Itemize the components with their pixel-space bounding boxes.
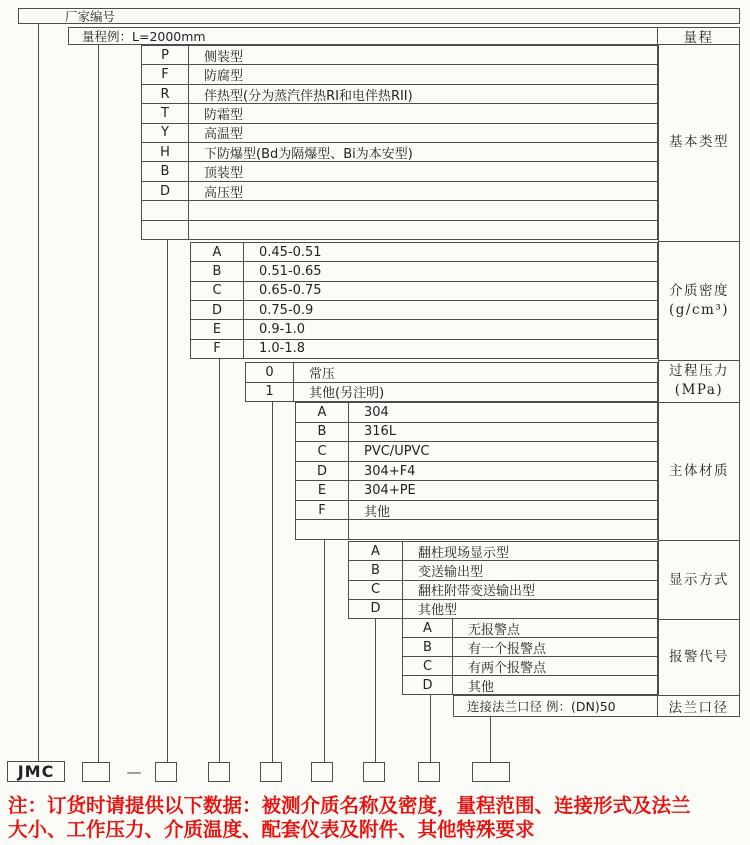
code-cell: P: [142, 46, 189, 64]
table-row: [403, 675, 657, 694]
desc-cell: 有一个报警点: [468, 641, 547, 656]
desc-cell: PVC/UPVC: [364, 443, 430, 459]
body-material-label: 主体材质: [659, 402, 739, 540]
code-cell: C: [349, 581, 403, 599]
display-mode-label: 显示方式: [659, 540, 739, 619]
model-prefix-box: JMC: [7, 761, 65, 782]
table-row: [296, 519, 657, 539]
code-cell: D: [403, 676, 453, 694]
connector-line-material: [324, 540, 325, 762]
code-cell: [296, 520, 349, 539]
desc-cell: 316L: [364, 424, 397, 440]
process-pressure-label: 过程压力 (MPa): [659, 360, 739, 403]
code-cell: 0: [246, 363, 294, 382]
code-box-alarm: [418, 762, 440, 782]
table-row: [246, 363, 657, 382]
code-cell: E: [296, 481, 349, 500]
connector-line-factory: [38, 24, 39, 762]
table-row: [349, 542, 657, 560]
desc-cell: 高温型: [204, 127, 244, 143]
desc-cell: 高压型: [204, 185, 244, 201]
flange-size-box: [453, 695, 740, 717]
table-row: [142, 123, 657, 142]
dash-separator: —: [126, 763, 142, 781]
desc-cell: 变送输出型: [418, 564, 484, 580]
desc-cell: 侧装型: [204, 49, 244, 65]
table-row: [296, 403, 657, 422]
code-cell: D: [349, 600, 403, 618]
desc-cell: 防腐型: [204, 69, 244, 84]
table-row: [142, 46, 657, 64]
code-box-flange: [472, 762, 510, 782]
code-cell: 1: [246, 383, 294, 402]
table-row: [142, 103, 657, 122]
desc-cell: 0.9-1.0: [259, 321, 306, 337]
table-row: [349, 560, 657, 579]
ordering-note-line2: 大小、工作压力、介质温度、配套仪表及附件、其他特殊要求: [8, 818, 535, 841]
alarm-code-table: [402, 618, 658, 695]
medium-density-table: [190, 242, 658, 359]
connector-line-flange: [490, 717, 491, 762]
code-box-pressure: [260, 762, 282, 782]
code-cell: C: [191, 282, 244, 300]
table-row: [191, 261, 657, 280]
ordering-note-line1: 注：订货时请提供以下数据：被测介质名称及密度，量程范围、连接形式及法兰: [8, 794, 691, 817]
desc-cell: 下防爆型(Bd为隔爆型、Bi为本安型): [204, 146, 413, 162]
desc-cell: [189, 221, 657, 239]
code-cell: A: [349, 542, 403, 560]
section-label-column: [658, 44, 740, 695]
ordering-note: [8, 794, 746, 842]
table-row: [142, 181, 657, 200]
desc-cell: 304+F4: [364, 463, 416, 479]
table-row: [349, 580, 657, 599]
desc-cell: 0.51-0.65: [259, 263, 322, 279]
table-row: [142, 220, 657, 239]
basic-type-label: 基本类型: [669, 133, 729, 150]
code-cell: [142, 221, 189, 239]
code-box-material: [311, 762, 333, 782]
range-box: [68, 27, 740, 45]
connector-line-alarm: [430, 695, 431, 762]
desc-cell: 其他: [364, 504, 391, 520]
connector-line-basic: [167, 240, 168, 762]
table-row: [296, 500, 657, 520]
code-cell: B: [403, 638, 453, 656]
code-cell: A: [191, 243, 244, 261]
code-box-range: [82, 762, 110, 782]
desc-cell: 0.45-0.51: [259, 244, 322, 260]
table-row: [296, 441, 657, 461]
table-row: [296, 480, 657, 500]
display-mode-table: [348, 541, 658, 619]
desc-cell: 其他型: [418, 603, 458, 618]
desc-cell: 防霜型: [204, 107, 244, 123]
table-row: [349, 599, 657, 618]
desc-cell: [189, 201, 657, 219]
code-cell: F: [142, 65, 189, 83]
desc-cell: 其他(另注明): [309, 386, 385, 401]
desc-cell: 0.75-0.9: [259, 302, 314, 318]
connector-line-display: [375, 619, 376, 762]
code-box-density: [208, 762, 230, 782]
table-row: [191, 300, 657, 319]
factory-number-label: 厂家编号: [65, 9, 116, 24]
desc-cell: 1.0-1.8: [259, 341, 306, 357]
code-cell: B: [191, 262, 244, 280]
connector-line-pressure: [272, 402, 273, 762]
desc-cell: 无报警点: [468, 622, 521, 637]
desc-cell: 翻柱附带变送输出型: [418, 584, 536, 599]
table-row: [191, 281, 657, 300]
flange-size-text: 连接法兰口径 例：(DN)50: [467, 699, 616, 714]
code-cell: F: [296, 501, 349, 520]
alarm-code-label: 报警代号: [659, 619, 739, 695]
body-material-table: [295, 402, 658, 540]
table-row: [296, 461, 657, 481]
table-row: [142, 84, 657, 103]
code-cell: R: [142, 85, 189, 103]
table-row: [296, 422, 657, 442]
flange-size-label: 法兰口径: [657, 696, 739, 716]
range-label: 量程: [657, 28, 739, 44]
code-cell: B: [349, 561, 403, 579]
medium-density-label: 介质密度 (g/cm³): [659, 241, 739, 360]
code-cell: C: [403, 657, 453, 675]
desc-cell: 翻柱现场显示型: [418, 545, 510, 561]
table-row: [403, 637, 657, 656]
table-row: [142, 64, 657, 83]
desc-cell: 伴热型(分为蒸汽伴热RI和电伴热RII): [204, 88, 413, 104]
desc-cell: 顶装型: [204, 166, 244, 181]
code-box-basic: [155, 762, 177, 782]
table-row: [403, 656, 657, 675]
basic-type-table: [141, 45, 658, 240]
table-row: [191, 339, 657, 358]
code-cell: [142, 201, 189, 219]
desc-cell: 常压: [309, 366, 336, 382]
connector-line-density: [219, 359, 220, 762]
code-cell: Y: [142, 124, 189, 142]
desc-cell: 304+PE: [364, 483, 416, 499]
code-cell: B: [142, 162, 189, 180]
table-row: [142, 142, 657, 161]
factory-number-box: [18, 8, 740, 24]
table-row: [403, 619, 657, 637]
table-row: [191, 319, 657, 338]
table-row: [142, 161, 657, 180]
code-cell: C: [296, 442, 349, 461]
table-row: [191, 243, 657, 261]
desc-cell: 其他: [468, 679, 495, 694]
desc-cell: 0.65-0.75: [259, 283, 322, 299]
code-cell: D: [142, 182, 189, 200]
code-box-display: [363, 762, 385, 782]
code-cell: A: [403, 619, 453, 637]
table-row: [142, 200, 657, 219]
code-cell: D: [296, 462, 349, 481]
process-pressure-table: [245, 362, 658, 402]
table-row: [246, 382, 657, 402]
connector-line-range: [98, 44, 99, 762]
code-cell: H: [142, 143, 189, 161]
code-cell: B: [296, 423, 349, 442]
desc-cell: 304: [364, 404, 389, 420]
code-cell: T: [142, 104, 189, 122]
desc-cell: [349, 520, 657, 539]
code-cell: A: [296, 403, 349, 422]
desc-cell: 有两个报警点: [468, 660, 547, 675]
range-example-text: 量程例：L=2000mm: [82, 28, 206, 44]
code-cell: F: [191, 340, 244, 358]
code-cell: D: [191, 301, 244, 319]
code-cell: E: [191, 320, 244, 338]
